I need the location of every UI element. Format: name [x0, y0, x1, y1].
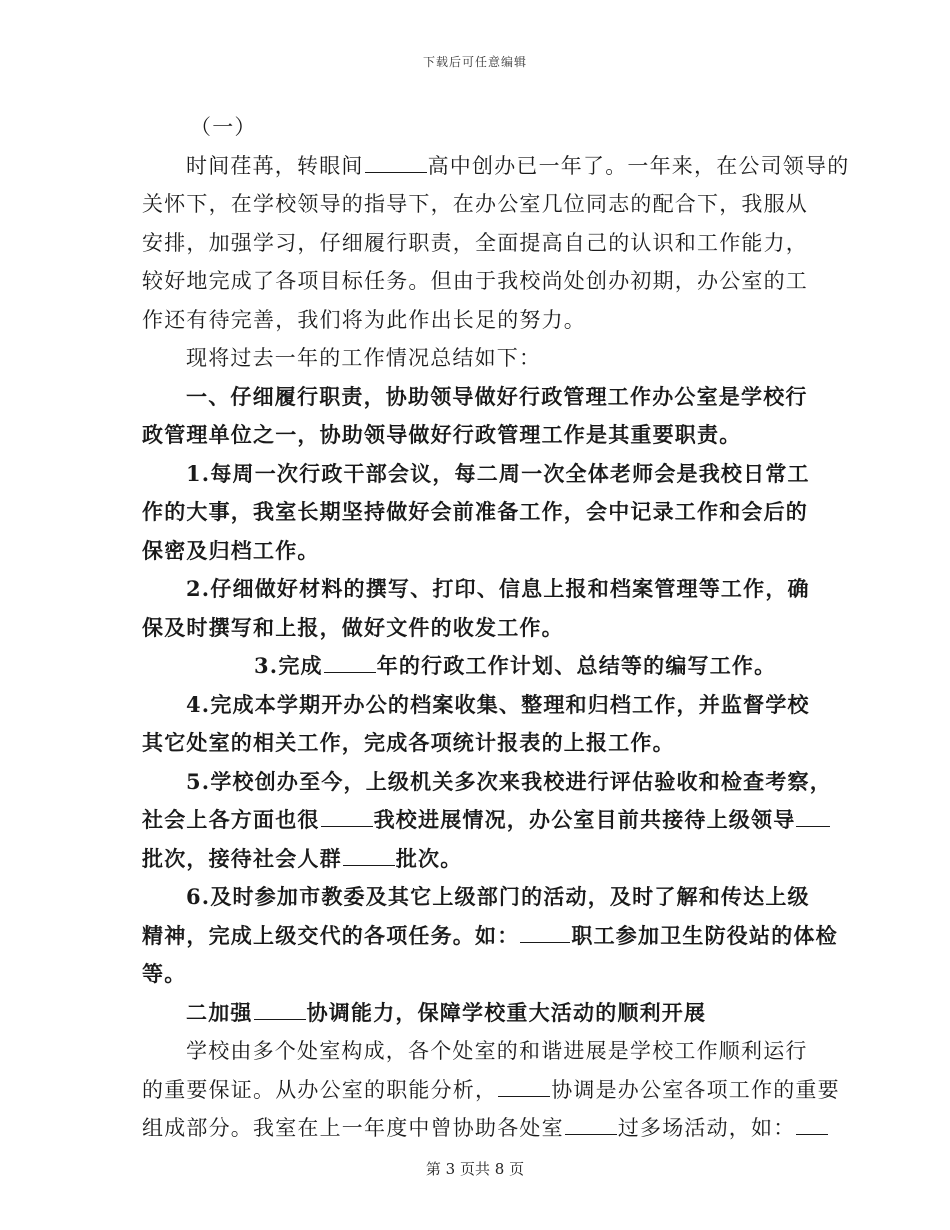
paragraph-coordination — [142, 1032, 840, 1148]
text-run: 我校进展情况，办公室目前共接待上级领导 — [373, 807, 796, 832]
item-line — [142, 917, 838, 956]
paragraph-line — [142, 1071, 840, 1110]
text-run: 社会上各方面也很 — [142, 807, 320, 832]
paragraph-line: 作还有待完善，我们将为此作出长足的努力。 — [142, 307, 586, 332]
heading-two — [142, 994, 822, 1033]
text-run: 职工参加卫生防役站的体检 — [571, 922, 838, 948]
text-run: 组成部分。我室在上一年度中曾协助各处室 — [142, 1116, 564, 1140]
item-line: 作的大事，我室长期坚持做好会前准备工作，会中记录工作和会后的 — [142, 499, 808, 524]
fill-blank — [321, 808, 373, 827]
paragraph-line: 安排，加强学习，仔细履行职责，全面提高自己的认识和工作能力， — [142, 230, 808, 255]
fill-blank — [365, 154, 427, 173]
text-run: 3.完成 — [254, 653, 323, 678]
paragraph-line: 关怀下，在学校领导的指导下，在办公室几位同志的配合下，我服从 — [142, 192, 808, 216]
fill-blank — [520, 924, 570, 943]
item-line: 5.学校创办至今，上级机关多次来我校进行评估验收和检查考察， — [186, 768, 832, 794]
heading-line — [142, 994, 822, 1033]
text-run: 批次，接待社会人群 — [142, 845, 342, 871]
intro-line: 现将过去一年的工作情况总结如下： — [186, 346, 542, 370]
text-run: 协调能力，保障学校重大活动的顺利开展 — [306, 999, 707, 1025]
text-run: 二加强 — [186, 999, 253, 1025]
item-line: 2.仔细做好材料的撰写、打印、信息上报和档案管理等工作，确 — [186, 576, 810, 601]
text-run: 批次。 — [395, 845, 463, 871]
fill-blank — [565, 1116, 617, 1135]
paragraph-line — [142, 147, 850, 186]
text-run: 精神，完成上级交代的各项任务。如： — [142, 922, 520, 948]
text-run: 协调是办公室各项工作的重要 — [551, 1077, 840, 1102]
paragraph-line: 学校由多个处室构成，各个处室的和谐进展是学校工作顺利运行 — [186, 1039, 808, 1063]
item-5 — [142, 763, 832, 879]
item-line: 6.及时参加市教委及其它上级部门的活动，及时了解和传达上级 — [186, 884, 810, 909]
item-2 — [142, 570, 822, 647]
item-line: 等。 — [142, 961, 187, 986]
item-1 — [142, 455, 822, 571]
item-4 — [142, 686, 822, 763]
heading-line: 一、仔细履行职责，协助领导做好行政管理工作办公室是学校行 — [186, 383, 808, 409]
item-line: 保及时撰写和上报，做好文件的收发工作。 — [142, 614, 564, 640]
item-line — [142, 840, 822, 879]
document-body — [142, 108, 850, 1148]
item-line: 4.完成本学期开办公的档案收集、整理和归档工作，并监督学校 — [186, 691, 810, 717]
text-run: 年的行政工作计划、总结等的编写工作。 — [376, 653, 777, 678]
header-note: 下载后可任意编辑 — [422, 55, 527, 69]
fill-blank — [498, 1078, 550, 1097]
item-3 — [142, 647, 822, 686]
fill-blank — [254, 1001, 306, 1020]
paragraph-intro-summary — [142, 147, 850, 340]
text-run: 的重要保证。从办公室的职能分析， — [142, 1077, 498, 1102]
heading-line: 政管理单位之一，协助领导做好行政管理工作是其重要职责。 — [142, 422, 742, 447]
heading-one — [142, 378, 822, 455]
item-line — [142, 647, 822, 686]
page-footer: 第 3 页共 8 页 — [425, 1160, 525, 1178]
item-line: 1.每周一次行政干部会议，每二周一次全体老师会是我校日常工 — [186, 460, 810, 486]
fill-blank — [324, 654, 376, 673]
item-line: 其它处室的相关工作，完成各项统计报表的上报工作。 — [142, 730, 675, 755]
item-6 — [142, 878, 838, 994]
text-run: 高中创办已一年了。一年来，在公司领导的 — [427, 153, 850, 178]
fill-blank — [343, 847, 395, 866]
fill-blank — [796, 1116, 828, 1135]
text-run: 时间荏苒，转眼间 — [186, 153, 364, 178]
item-line — [142, 801, 822, 840]
fill-blank — [796, 808, 830, 827]
paragraph-line — [142, 1109, 822, 1148]
section-title: （一） — [190, 115, 257, 139]
text-run: 过多场活动，如： — [617, 1116, 796, 1140]
paragraph-line: 较好地完成了各项目标任务。但由于我校尚处创办初期，办公室的工 — [142, 269, 808, 293]
item-line: 保密及归档工作。 — [142, 537, 320, 563]
